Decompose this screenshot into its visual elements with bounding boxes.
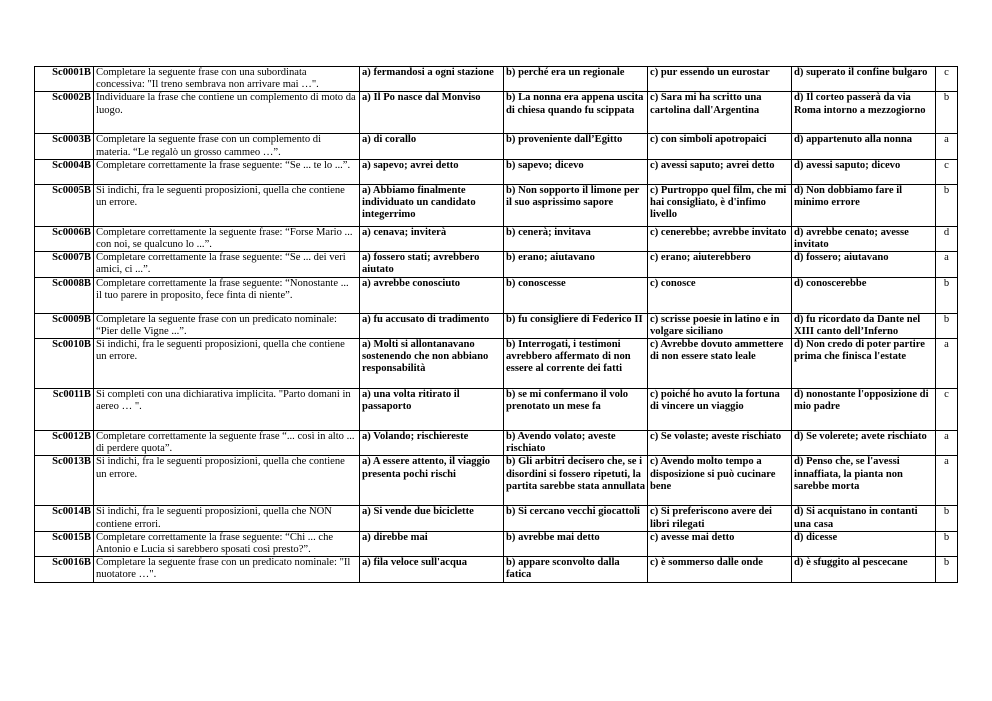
- option-b: b) Si cercano vecchi giocattoli: [504, 506, 648, 531]
- option-c: c) poiché ho avuto la fortuna di vincere un viaggio: [648, 389, 792, 431]
- table-row: [35, 134, 958, 159]
- option-a: a) fossero stati; avrebbero aiutato: [360, 252, 504, 277]
- option-b: b) cenerà; invitava: [504, 226, 648, 251]
- question-code: Sc0009B: [35, 313, 94, 338]
- option-b: b) sapevo; dicevo: [504, 159, 648, 184]
- question-code: Sc0015B: [35, 531, 94, 556]
- table-row: [35, 506, 958, 531]
- question-text: Completare correttamente la seguente frase: “Forse Mario ... con noi, se qualcuno lo ...”.: [94, 226, 360, 251]
- table-row: [35, 339, 958, 389]
- option-a: a) una volta ritirato il passaporto: [360, 389, 504, 431]
- option-b: b) conoscesse: [504, 277, 648, 313]
- table-row: [35, 531, 958, 556]
- answer-key: b: [936, 184, 958, 226]
- option-c: c) con simboli apotropaici: [648, 134, 792, 159]
- option-d: d) Penso che, se l'avessi innaffiata, la pianta non sarebbe morta: [792, 456, 936, 506]
- question-code: Sc0005B: [35, 184, 94, 226]
- option-d: d) fossero; aiutavano: [792, 252, 936, 277]
- answer-key: b: [936, 277, 958, 313]
- option-d: d) nonostante l'opposizione di mio padre: [792, 389, 936, 431]
- question-code: Sc0010B: [35, 339, 94, 389]
- option-d: d) avrebbe cenato; avesse invitato: [792, 226, 936, 251]
- answer-key: b: [936, 92, 958, 134]
- question-code: Sc0004B: [35, 159, 94, 184]
- question-code: Sc0002B: [35, 92, 94, 134]
- table-row: [35, 67, 958, 92]
- question-code: Sc0014B: [35, 506, 94, 531]
- option-a: a) direbbe mai: [360, 531, 504, 556]
- option-b: b) Avendo volato; aveste rischiato: [504, 431, 648, 456]
- question-code: Sc0008B: [35, 277, 94, 313]
- option-b: b) erano; aiutavano: [504, 252, 648, 277]
- question-text: Si indichi, fra le seguenti proposizioni, quella che contiene un errore.: [94, 456, 360, 506]
- question-text: Completare la seguente frase con una subordinata concessiva: "Il treno sembrava non arrivare mai …".: [94, 67, 360, 92]
- option-d: d) conoscerebbe: [792, 277, 936, 313]
- option-a: a) Molti si allontanavano sostenendo che non abbiano responsabilità: [360, 339, 504, 389]
- option-a: a) Si vende due biciclette: [360, 506, 504, 531]
- option-c: c) Avendo molto tempo a disposizione si può cucinare bene: [648, 456, 792, 506]
- question-code: Sc0007B: [35, 252, 94, 277]
- question-text: Si completi con una dichiarativa implicita. "Parto domani in aereo … ".: [94, 389, 360, 431]
- question-code: Sc0006B: [35, 226, 94, 251]
- question-text: Completare la seguente frase con un predicato nominale: "Il nuotatore …".: [94, 557, 360, 582]
- quiz-rows: [35, 67, 958, 583]
- option-c: c) Se volaste; aveste rischiato: [648, 431, 792, 456]
- option-c: c) è sommerso dalle onde: [648, 557, 792, 582]
- option-a: a) di corallo: [360, 134, 504, 159]
- option-c: c) Sara mi ha scritto una cartolina dall'Argentina: [648, 92, 792, 134]
- question-code: Sc0016B: [35, 557, 94, 582]
- option-c: c) scrisse poesie in latino e in volgare siciliano: [648, 313, 792, 338]
- answer-key: c: [936, 389, 958, 431]
- option-d: d) avessi saputo; dicevo: [792, 159, 936, 184]
- table-row: [35, 252, 958, 277]
- option-c: c) erano; aiuterebbero: [648, 252, 792, 277]
- option-b: b) La nonna era appena uscita di chiesa quando fu scippata: [504, 92, 648, 134]
- option-b: b) proveniente dall’Egitto: [504, 134, 648, 159]
- table-row: [35, 92, 958, 134]
- option-a: a) fu accusato di tradimento: [360, 313, 504, 338]
- option-a: a) fila veloce sull'acqua: [360, 557, 504, 582]
- answer-key: d: [936, 226, 958, 251]
- option-d: d) Se volerete; avete rischiato: [792, 431, 936, 456]
- option-d: d) fu ricordato da Dante nel XIII canto dell’Inferno: [792, 313, 936, 338]
- answer-key: a: [936, 456, 958, 506]
- option-c: c) cenerebbe; avrebbe invitato: [648, 226, 792, 251]
- table-row: [35, 159, 958, 184]
- answer-key: a: [936, 252, 958, 277]
- question-text: Completare correttamente la seguente frase “... così in alto ... di perdere quota”.: [94, 431, 360, 456]
- table-row: [35, 431, 958, 456]
- option-c: c) conosce: [648, 277, 792, 313]
- option-d: d) Non dobbiamo fare il minimo errore: [792, 184, 936, 226]
- question-code: Sc0001B: [35, 67, 94, 92]
- table-row: [35, 226, 958, 251]
- table-row: [35, 313, 958, 338]
- option-c: c) Purtroppo quel film, che mi hai consigliato, è d'infimo livello: [648, 184, 792, 226]
- option-d: d) superato il confine bulgaro: [792, 67, 936, 92]
- question-text: Completare la seguente frase con un complemento di materia. “Le regalò un grosso cammeo …”.: [94, 134, 360, 159]
- option-a: a) Abbiamo finalmente individuato un candidato integerrimo: [360, 184, 504, 226]
- option-d: d) appartenuto alla nonna: [792, 134, 936, 159]
- option-b: b) Gli arbitri decisero che, se i disordini si fossero ripetuti, la partita sarebbe stata annullata: [504, 456, 648, 506]
- option-d: d) Il corteo passerà da via Roma intorno a mezzogiorno: [792, 92, 936, 134]
- question-code: Sc0011B: [35, 389, 94, 431]
- option-c: c) pur essendo un eurostar: [648, 67, 792, 92]
- question-text: Si indichi, fra le seguenti proposizioni, quella che contiene un errore.: [94, 339, 360, 389]
- option-b: b) Interrogati, i testimoni avrebbero affermato di non essere al corrente dei fatti: [504, 339, 648, 389]
- option-a: a) cenava; inviterà: [360, 226, 504, 251]
- quiz-sheet: [34, 66, 958, 583]
- option-a: a) avrebbe conosciuto: [360, 277, 504, 313]
- answer-key: b: [936, 531, 958, 556]
- option-d: d) Non credo di poter partire prima che finisca l'estate: [792, 339, 936, 389]
- question-code: Sc0012B: [35, 431, 94, 456]
- option-b: b) Non sopporto il limone per il suo asprissimo sapore: [504, 184, 648, 226]
- option-a: a) Il Po nasce dal Monviso: [360, 92, 504, 134]
- question-text: Individuare la frase che contiene un complemento di moto da luogo.: [94, 92, 360, 134]
- question-code: Sc0003B: [35, 134, 94, 159]
- question-text: Completare correttamente la frase seguente: “Se ... dei veri amici, ci ...”.: [94, 252, 360, 277]
- option-d: d) è sfuggito al pescecane: [792, 557, 936, 582]
- answer-key: a: [936, 339, 958, 389]
- table-row: [35, 277, 958, 313]
- option-b: b) appare sconvolto dalla fatica: [504, 557, 648, 582]
- option-c: c) Si preferiscono avere dei libri rilegati: [648, 506, 792, 531]
- table-row: [35, 389, 958, 431]
- answer-key: b: [936, 557, 958, 582]
- answer-key: c: [936, 159, 958, 184]
- option-a: a) Volando; rischiereste: [360, 431, 504, 456]
- option-c: c) avesse mai detto: [648, 531, 792, 556]
- answer-key: c: [936, 67, 958, 92]
- question-text: Completare la seguente frase con un predicato nominale: “Pier delle Vigne ...”.: [94, 313, 360, 338]
- table-row: [35, 456, 958, 506]
- option-b: b) avrebbe mai detto: [504, 531, 648, 556]
- answer-key: a: [936, 134, 958, 159]
- option-b: b) se mi confermano il volo prenotato un mese fa: [504, 389, 648, 431]
- question-text: Si indichi, fra le seguenti proposizioni, quella che NON contiene errori.: [94, 506, 360, 531]
- option-a: a) A essere attento, il viaggio presenta pochi rischi: [360, 456, 504, 506]
- option-d: d) dicesse: [792, 531, 936, 556]
- option-c: c) Avrebbe dovuto ammettere di non essere stato leale: [648, 339, 792, 389]
- quiz-table: [34, 66, 958, 583]
- question-code: Sc0013B: [35, 456, 94, 506]
- option-c: c) avessi saputo; avrei detto: [648, 159, 792, 184]
- option-d: d) Si acquistano in contanti una casa: [792, 506, 936, 531]
- option-b: b) perché era un regionale: [504, 67, 648, 92]
- question-text: Completare correttamente la frase seguente: “Chi ... che Antonio e Lucia si sarebbero sposati così presto?”.: [94, 531, 360, 556]
- option-b: b) fu consigliere di Federico II: [504, 313, 648, 338]
- answer-key: a: [936, 431, 958, 456]
- option-a: a) fermandosi a ogni stazione: [360, 67, 504, 92]
- question-text: Si indichi, fra le seguenti proposizioni, quella che contiene un errore.: [94, 184, 360, 226]
- table-row: [35, 557, 958, 582]
- answer-key: b: [936, 506, 958, 531]
- question-text: Completare correttamente la frase seguente: “Se ... te lo ...”.: [94, 159, 360, 184]
- answer-key: b: [936, 313, 958, 338]
- table-row: [35, 184, 958, 226]
- question-text: Completare correttamente la frase seguente: “Nonostante ... il tuo parere in proposito, fece finta di niente”.: [94, 277, 360, 313]
- option-a: a) sapevo; avrei detto: [360, 159, 504, 184]
